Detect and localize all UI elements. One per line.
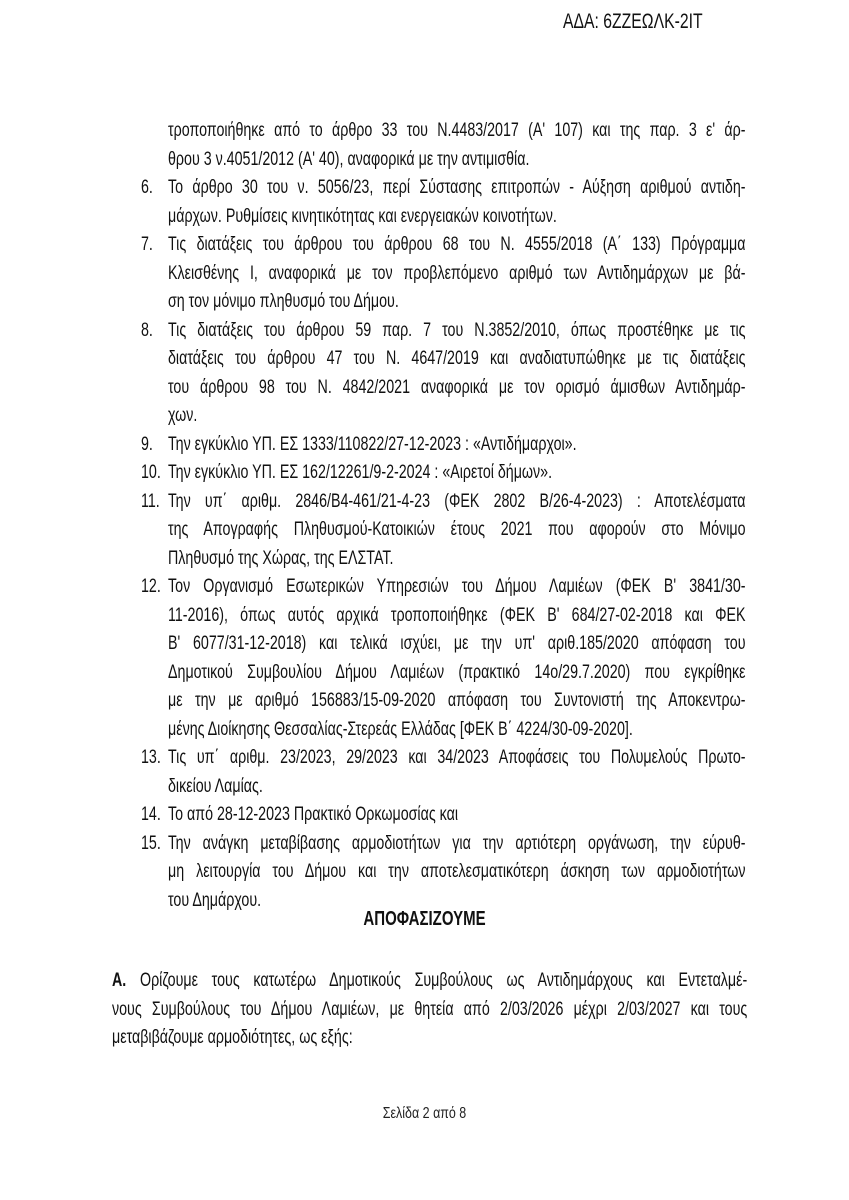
list-item (141, 488, 746, 574)
text-line: μεταβιβάζουμε αρμοδιότητες, ως εξής: (112, 1027, 353, 1049)
text-line: ση τον μόνιμο πληθυσμό του Δήμου. (168, 291, 399, 312)
text-line: Την εγκύκλιο ΥΠ. ΕΣ 1333/110822/27-12-2023 : «Αντιδήμαρχοι». (168, 433, 577, 455)
list-item-text (168, 117, 746, 174)
list-item (141, 117, 746, 174)
text-line: χων. (168, 405, 198, 426)
text-line: του Δημάρχου. (168, 889, 262, 911)
list-item-number: 9. (141, 433, 153, 455)
text-line: νους Συμβούλους του Δήμου Λαμιέων, με θητεία από 2/03/2026 μέχρι 2/03/2027 και τους (112, 998, 748, 1020)
paragraph-a (112, 967, 747, 1053)
list-item (141, 801, 746, 830)
page-footer: Σελίδα 2 από 8 (382, 1105, 467, 1122)
text-line: διατάξεις του άρθρου 47 του Ν. 4647/2019 και αναδιατυπώθηκε με τις διατάξεις (168, 348, 746, 369)
list-item-text (168, 431, 746, 460)
text-line: Δημοτικού Συμβουλίου Δήμου Λαμιέων (πρακτικό 14ο/29.7.2020) που εγκρίθηκε (168, 661, 746, 683)
list-item-text (168, 573, 746, 744)
decision-heading: ΑΠΟΦΑΣΙΖΟΥΜΕ (363, 908, 486, 930)
text-line: δικείου Λαμίας. (168, 775, 263, 797)
list-item-number: 7. (141, 234, 153, 255)
text-line: Κλεισθένης Ι, αναφορικά με τον προβλεπόμενο αριθμό των Αντιδημάρχων με βά- (168, 262, 746, 284)
resolutions-list (141, 117, 746, 915)
list-item (141, 431, 746, 460)
text-line: θρου 3 ν.4051/2012 (Α' 40), αναφορικά με την αντιμισθία. (168, 148, 530, 170)
list-item (141, 459, 746, 488)
text-line: μένης Διοίκησης Θεσσαλίας-Στερεάς Ελλάδας [ΦΕΚ Β΄ 4224/30-09-2020]. (168, 718, 633, 740)
paragraph-a-label: Α. (112, 970, 127, 991)
text-line: Το από 28-12-2023 Πρακτικό Ορκωμοσίας και (168, 804, 459, 825)
list-item-text (168, 317, 746, 431)
list-item-number: 12. (141, 576, 161, 597)
list-item-text (168, 231, 746, 317)
text-line: Την ανάγκη μεταβίβασης αρμοδιοτήτων για την αρτιότερη οργάνωση, την εύρυθ- (168, 832, 746, 854)
text-line: τροποποιήθηκε από το άρθρο 33 του Ν.4483/2017 (Α' 107) και της παρ. 3 ε' άρ- (168, 120, 746, 141)
list-item-number: 10. (141, 462, 161, 483)
list-item (141, 231, 746, 317)
list-item-text (168, 830, 746, 916)
text-line: Την εγκύκλιο ΥΠ. ΕΣ 162/12261/9-2-2024 : «Αιρετοί δήμων». (168, 462, 553, 483)
text-line: μάρχων. Ρυθμίσεις κινητικότητας και ενεργειακών κοινοτήτων. (168, 205, 557, 227)
list-item-number: 14. (141, 804, 161, 825)
text-line: 11-2016), όπως αυτός αρχικά τροποποιήθηκε (ΦΕΚ Β' 684/27-02-2018 και ΦΕΚ (168, 604, 746, 626)
list-item-number: 15. (141, 832, 161, 854)
text-line: Τον Οργανισμό Εσωτερικών Υπηρεσιών του Δήμου Λαμιέων (ΦΕΚ Β' 3841/30- (168, 576, 746, 597)
list-item-text (168, 744, 746, 801)
list-item (141, 317, 746, 431)
list-item (141, 573, 746, 744)
text-line: Α. Ορίζουμε τους κατωτέρω Δημοτικούς Συμβούλους ως Αντιδημάρχους και Εντεταλμέ- (112, 970, 748, 991)
list-item-number: 13. (141, 747, 161, 768)
text-line: Τις διατάξεις του άρθρου του άρθρου 68 του Ν. 4555/2018 (Α΄ 133) Πρόγραμμα (168, 234, 746, 255)
text-line: της Απογραφής Πληθυσμού-Κατοικιών έτους 2021 που αφορούν στο Μόνιμο (168, 519, 746, 540)
list-item-number: 8. (141, 319, 153, 341)
list-item-text (168, 459, 746, 488)
list-item-text (168, 488, 746, 574)
text-line: Την υπ΄ αριθμ. 2846/Β4-461/21-4-23 (ΦΕΚ 2802 Β/26-4-2023) : Αποτελέσματα (168, 490, 746, 512)
text-line: μη λειτουργία του Δήμου και την αποτελεσματικότερη άσκηση των αρμοδιοτήτων (168, 861, 746, 882)
list-item (141, 830, 746, 916)
list-item (141, 744, 746, 801)
text-line: Β' 6077/31-12-2018) και τελικά ισχύει, με την υπ' αριθ.185/2020 απόφαση του (168, 633, 746, 654)
text-line: με την με αριθμό 156883/15-09-2020 απόφαση του Συντονιστή της Αποκεντρω- (168, 690, 746, 711)
text-line: Το άρθρο 30 του ν. 5056/23, περί Σύστασης επιτροπών - Αύξηση αριθμού αντιδη- (168, 177, 746, 198)
text-line: Τις υπ΄ αριθμ. 23/2023, 29/2023 και 34/2023 Αποφάσεις του Πολυμελούς Πρωτο- (168, 747, 746, 768)
list-item-number: 11. (141, 490, 160, 512)
text-line: του άρθρου 98 του Ν. 4842/2021 αναφορικά με τον ορισμό άμισθων Αντιδημάρ- (168, 376, 746, 398)
list-item (141, 174, 746, 231)
ada-code: ΑΔΑ: 6ΖΖΕΩΛΚ-2ΙΤ (563, 10, 703, 33)
text-line: Τις διατάξεις του άρθρου 59 παρ. 7 του Ν.3852/2010, όπως προστέθηκε με τις (168, 319, 746, 341)
text-line: Πληθυσμό της Χώρας, της ΕΛΣΤΑΤ. (168, 547, 394, 569)
list-item-text (168, 801, 746, 830)
list-item-text (168, 174, 746, 231)
list-item-number: 6. (141, 177, 153, 198)
